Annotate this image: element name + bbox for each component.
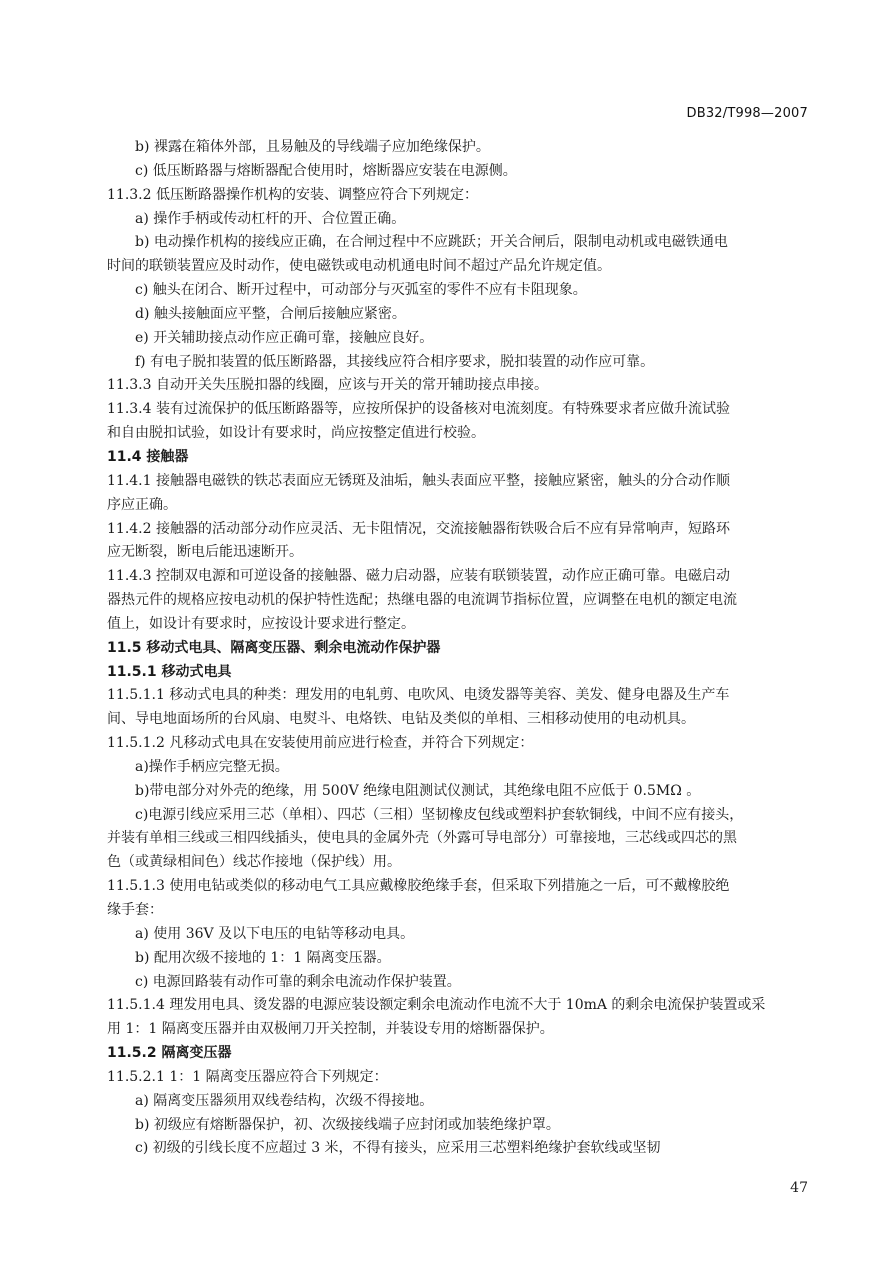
text-line: 11.3.4 装有过流保护的低压断路器等，应按所保护的设备核对电流刻度。有特殊要求者应做升流试验	[107, 401, 730, 418]
text-line: c) 低压断路器与熔断器配合使用时，熔断器应安装在电源侧。	[135, 162, 517, 179]
text-line: a) 操作手柄或传动杠杆的开、合位置正确。	[135, 210, 406, 227]
text-line: 器热元件的规格应按电动机的保护特性选配；热继电器的电流调节指标位置，应调整在电机的额定电流	[107, 592, 737, 609]
text-line: 11.3.2 低压断路器操作机构的安装、调整应符合下列规定：	[107, 186, 478, 203]
text-line: 时间的联锁装置应及时动作，使电磁铁或电动机通电时间不超过产品允许规定值。	[107, 258, 611, 275]
text-line: 并装有单相三线或三相四线插头，使电具的金属外壳（外露可导电部分）可靠接地，三芯线或四芯的黑	[107, 830, 737, 847]
text-line: 缘手套：	[107, 902, 163, 918]
text-line: a) 隔离变压器须用双线卷结构，次级不得接地。	[135, 1092, 434, 1109]
text-line: 用 1：1 隔离变压器并由双极闸刀开关控制，并装设专用的熔断器保护。	[107, 1021, 554, 1038]
text-line: b) 电动操作机构的接线应正确，在合闸过程中不应跳跃；开关合闸后，限制电动机或电磁铁通电	[135, 234, 728, 251]
section-heading: 11.5.1 移动式电具	[107, 663, 232, 680]
text-line: b) 配用次级不接地的 1：1 隔离变压器。	[135, 949, 391, 966]
text-line: b)带电部分对外壳的绝缘，用 500V 绝缘电阻测试仪测试，其绝缘电阻不应低于 0.5MΩ 。	[135, 782, 701, 799]
text-line: 11.4.1 接触器电磁铁的铁芯表面应无锈斑及油垢，触头表面应平整，接触应紧密，触头的分合动作顺	[107, 472, 730, 489]
text-line: 应无断裂，断电后能迅速断开。	[107, 544, 303, 561]
text-line: 11.5.1.4 理发用电具、烫发器的电源应装设额定剩余电流动作电流不大于 10mA 的剩余电流保护装置或采	[107, 997, 766, 1014]
text-line: 11.4.3 控制双电源和可逆设备的接触器、磁力启动器，应装有联锁装置，动作应正确可靠。电磁启动	[107, 568, 730, 585]
standard-code-header: DB32/T998—2007	[686, 106, 808, 121]
text-line: 11.5.1.3 使用电钻或类似的移动电气工具应戴橡胶绝缘手套，但采取下列措施之一后，可不戴橡胶绝	[107, 878, 730, 895]
text-line: 和自由脱扣试验，如设计有要求时，尚应按整定值进行校验。	[107, 425, 485, 442]
page-number: 47	[790, 1180, 808, 1196]
text-line: d) 触头接触面应平整，合闸后接触应紧密。	[135, 305, 406, 322]
text-line: 值上，如设计有要求时，应按设计要求进行整定。	[107, 615, 415, 632]
text-line: b) 裸露在箱体外部，且易触及的导线端子应加绝缘保护。	[135, 139, 490, 155]
text-line: 11.5.2.1 1：1 隔离变压器应符合下列规定：	[107, 1068, 388, 1085]
text-line: a)操作手柄应完整无损。	[135, 758, 289, 775]
text-line: 11.5.1.1 移动式电具的种类：理发用的电轧剪、电吹风、电烫发器等美容、美发、健身电器及生产车	[107, 687, 730, 704]
text-line: 序应正确。	[107, 496, 177, 513]
text-line: 11.4.2 接触器的活动部分动作应灵活、无卡阻情况，交流接触器衔铁吸合后不应有异常响声，短路环	[107, 520, 730, 537]
text-line: 11.3.3 自动开关失压脱扣器的线圈，应该与开关的常开辅助接点串接。	[107, 377, 548, 394]
section-heading: 11.4 接触器	[107, 448, 189, 465]
text-line: 间、导电地面场所的台风扇、电熨斗、电烙铁、电钻及类似的单相、三相移动使用的电动机具。	[107, 711, 695, 728]
text-line: f) 有电子脱扣装置的低压断路器，其接线应符合相序要求，脱扣装置的动作应可靠。	[135, 353, 655, 370]
text-line: 色（或黄绿相间色）线芯作接地（保护线）用。	[107, 854, 401, 871]
text-line: c)电源引线应采用三芯（单相）、四芯（三相）坚韧橡皮包线或塑料护套软铜线，中间不应有接头，	[135, 806, 744, 823]
text-line: b) 初级应有熔断器保护，初、次级接线端子应封闭或加装绝缘护罩。	[135, 1116, 560, 1133]
text-line: c) 初级的引线长度不应超过 3 米，不得有接头，应采用三芯塑料绝缘护套软线或坚韧	[135, 1140, 661, 1157]
text-line: e) 开关辅助接点动作应正确可靠，接触应良好。	[135, 329, 434, 346]
document-body	[107, 136, 809, 1161]
section-heading: 11.5.2 隔离变压器	[107, 1045, 232, 1062]
text-line: c) 触头在闭合、断开过程中，可动部分与灭弧室的零件不应有卡阻现象。	[135, 282, 587, 299]
text-line: a) 使用 36V 及以下电压的电钻等移动电具。	[135, 925, 415, 942]
section-heading: 11.5 移动式电具、隔离变压器、剩余电流动作保护器	[107, 639, 441, 656]
text-line: 11.5.1.2 凡移动式电具在安装使用前应进行检查，并符合下列规定：	[107, 735, 534, 752]
text-line: c) 电源回路装有动作可靠的剩余电流动作保护装置。	[135, 973, 461, 990]
